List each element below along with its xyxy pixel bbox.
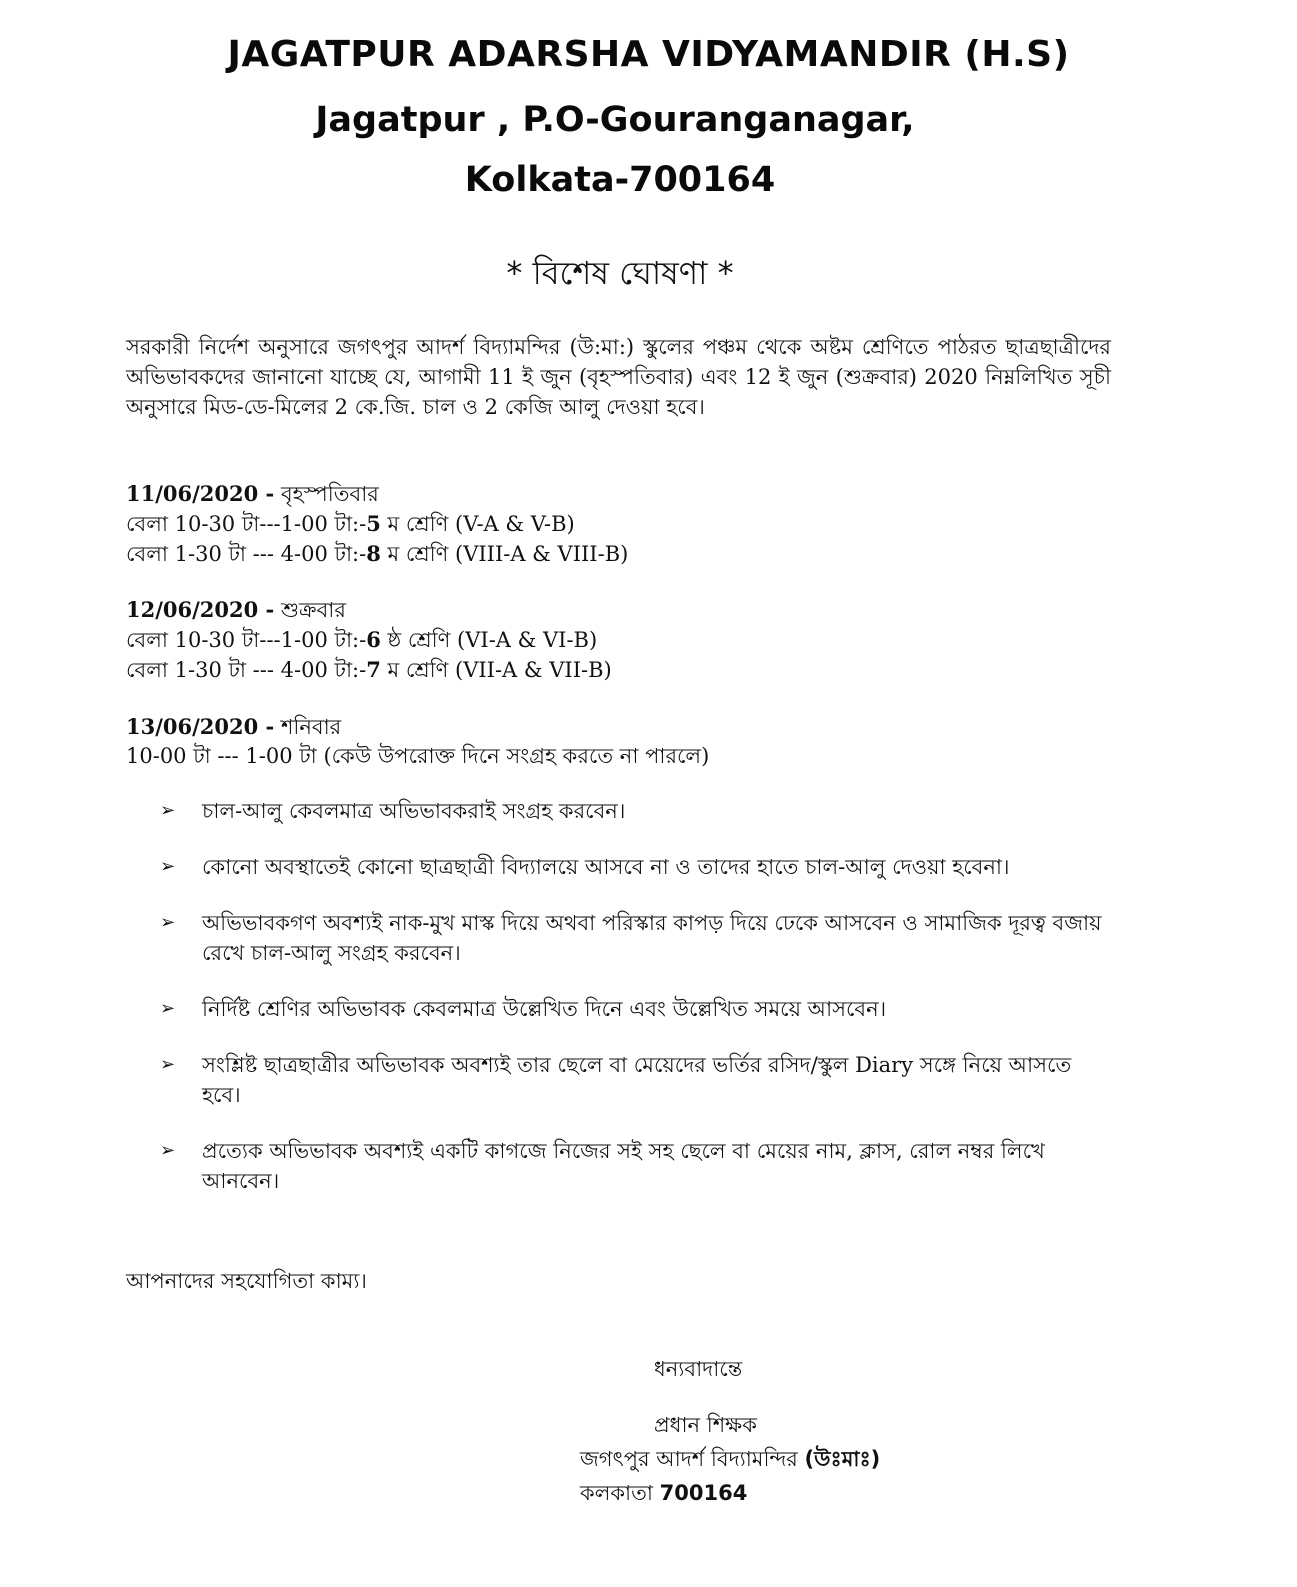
signature-pin: 700164: [659, 1481, 748, 1505]
slot-time: বেলা 1-30 টা --- 4-00 টা:-: [126, 542, 367, 566]
list-item-text: নির্দিষ্ট শ্রেণির অভিভাবক কেবলমাত্র উল্লেখিত দিনে এবং উল্লেখিত সময়ে আসবেন।: [202, 997, 887, 1021]
schedule-note: 10-00 টা --- 1-00 টা (কেউ উপরোক্ত দিনে সংগ্রহ করতে না পারলে): [126, 744, 710, 768]
list-item: [160, 796, 1110, 826]
schedule-day-3: [126, 712, 1026, 771]
list-item: [160, 1136, 1110, 1196]
schedule-day: শনিবার: [274, 715, 342, 739]
school-name: JAGATPUR ADARSHA VIDYAMANDIR (H.S): [227, 34, 1070, 75]
signature-school: [580, 1442, 880, 1476]
list-item-text: কোনো অবস্থাতেই কোনো ছাত্রছাত্রী বিদ্যালয়ে আসবে না ও তাদের হাতে চাল-আলু দেওয়া হবেনা।: [202, 855, 1010, 879]
list-item: [160, 994, 1110, 1024]
slot-class: ম শ্রেণি (VII-A & VII-B): [380, 658, 612, 682]
arrow-bullet-icon: ➢: [160, 1054, 176, 1075]
schedule-date: 13/06/2020 -: [126, 714, 275, 739]
slot-class: ষ্ঠ শ্রেণি (VI-A & VI-B): [380, 628, 598, 652]
signature-school-suffix: (উঃমাঃ): [804, 1447, 881, 1471]
schedule-day-2: [126, 595, 1026, 685]
schedule-slot: [126, 625, 1026, 655]
schedule-slot: [126, 539, 1026, 569]
schedule-day: শুক্রবার: [274, 598, 346, 622]
instructions-list: [160, 796, 1110, 1222]
signature-city-name: কলকাতা: [580, 1481, 660, 1505]
arrow-bullet-icon: ➢: [160, 1140, 176, 1161]
arrow-bullet-icon: ➢: [160, 912, 176, 933]
thanks-line: ধন্যবাদান্তে: [654, 1357, 743, 1381]
schedule-day: বৃহস্পতিবার: [274, 482, 379, 506]
slot-time: বেলা 10-30 টা---1-00 টা:-: [126, 512, 367, 536]
closing-line: আপনাদের সহযোগিতা কাম্য।: [126, 1269, 367, 1293]
slot-time: বেলা 1-30 টা --- 4-00 টা:-: [126, 658, 367, 682]
schedule-slot: [126, 655, 1026, 685]
arrow-bullet-icon: ➢: [160, 800, 176, 821]
list-item: [160, 852, 1110, 882]
intro-paragraph: সরকারী নির্দেশ অনুসারে জগৎপুর আদর্শ বিদ্যামন্দির (উ:মা:) স্কুলের পঞ্চম থেকে অষ্টম শ্রেণিতে পাঠরত ছাত্রছাত্রীদের অভিভাবকদের জানানো যাচ্ছে যে, আগামী 11 ই জুন (বৃহস্পতিবার) এবং 12 ই জুন (শুক্রবার) 2020 নিম্নলিখিত সূচী অনুসারে মিড-ডে-মিলের 2 কে.জি. চাল ও 2 কেজি আলু দেওয়া হবে।: [126, 335, 1111, 419]
arrow-bullet-icon: ➢: [160, 856, 176, 877]
list-item: [160, 1050, 1110, 1110]
signature-block: [580, 1408, 880, 1510]
address-line-2: Kolkata-700164: [464, 160, 776, 200]
signature-school-name: জগৎপুর আদর্শ বিদ্যামন্দির: [580, 1447, 805, 1471]
list-item: [160, 908, 1110, 968]
schedule-date: 12/06/2020 -: [126, 597, 275, 622]
list-item-text: অভিভাবকগণ অবশ্যই নাক-মুখ মাস্ক দিয়ে অথবা পরিস্কার কাপড় দিয়ে ঢেকে আসবেন ও সামাজিক দূরত্ব বজায় রেখে চাল-আলু সংগ্রহ করবেন।: [202, 911, 1102, 965]
slot-class-number: 5: [366, 511, 381, 536]
schedule-date: 11/06/2020 -: [126, 481, 275, 506]
list-item-text: চাল-আলু কেবলমাত্র অভিভাবকরাই সংগ্রহ করবেন।: [202, 799, 626, 823]
address-line-1: Jagatpur , P.O-Gouranganagar,: [315, 100, 915, 140]
schedule-date-line: [126, 479, 1026, 509]
notice-title: * বিশেষ ঘোষণা *: [506, 254, 734, 292]
slot-class-number: 8: [366, 541, 381, 566]
slot-class: ম শ্রেণি (V-A & V-B): [380, 512, 575, 536]
schedule-day-1: [126, 479, 1026, 569]
signature-designation: প্রধান শিক্ষক: [654, 1413, 757, 1437]
list-item-text: সংশ্লিষ্ট ছাত্রছাত্রীর অভিভাবক অবশ্যই তার ছেলে বা মেয়েদের ভর্তির রসিদ/স্কুল Diary সঙ্গে নিয়ে আসতে হবে।: [202, 1053, 1072, 1107]
arrow-bullet-icon: ➢: [160, 998, 176, 1019]
slot-class-number: 7: [366, 657, 381, 682]
schedule-date-line: [126, 595, 1026, 625]
schedule-date-line: [126, 712, 1026, 742]
signature-city: [580, 1476, 880, 1510]
slot-class: ম শ্রেণি (VIII-A & VIII-B): [380, 542, 629, 566]
schedule-slot: [126, 509, 1026, 539]
slot-class-number: 6: [366, 627, 381, 652]
list-item-text: প্রত্যেক অভিভাবক অবশ্যই একটি কাগজে নিজের সই সহ ছেলে বা মেয়ের নাম, ক্লাস, রোল নম্বর লিখে আনবেন।: [202, 1139, 1045, 1193]
slot-time: বেলা 10-30 টা---1-00 টা:-: [126, 628, 367, 652]
